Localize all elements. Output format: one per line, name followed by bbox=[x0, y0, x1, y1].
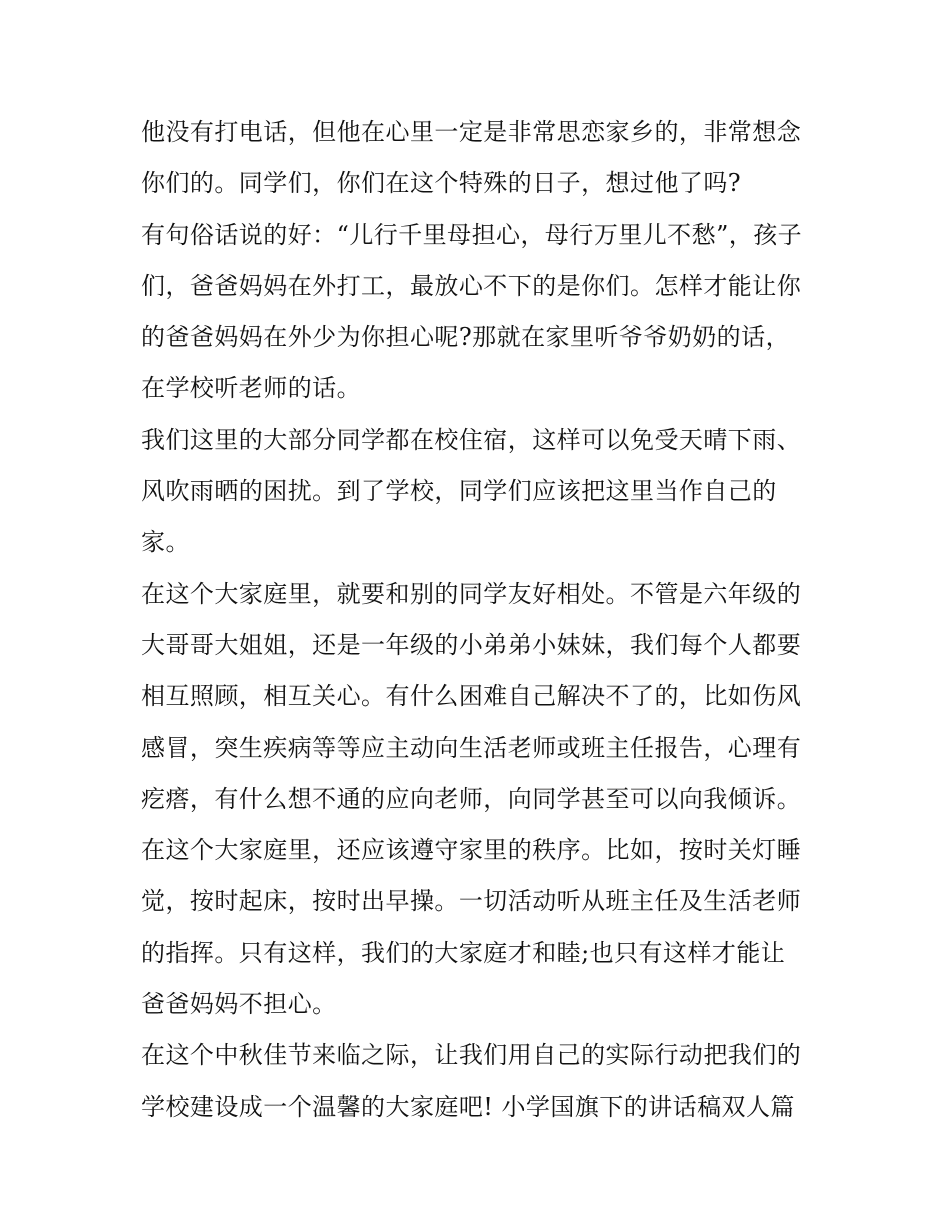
text-line: 家。 bbox=[141, 528, 190, 557]
text-line: 的爸爸妈妈在外少为你担心呢?那就在家里听爷爷奶奶的话， bbox=[141, 323, 791, 352]
text-line: 疙瘩，有什么想不通的应向老师，向同学甚至可以向我倾诉。 bbox=[141, 784, 802, 813]
text-line: 在学校听老师的话。 bbox=[141, 374, 362, 403]
text-line: 他没有打电话，但他在心里一定是非常思恋家乡的，非常想念 bbox=[141, 118, 802, 146]
text-line: 我们这里的大部分同学都在校住宿，这样可以免受天晴下雨、 bbox=[141, 425, 802, 454]
text-line: 学校建设成一个温馨的大家庭吧! 小学国旗下的讲话稿双人篇 bbox=[141, 1092, 795, 1121]
text-line: 在这个大家庭里，就要和别的同学友好相处。不管是六年级的 bbox=[141, 579, 802, 608]
text-line: 风吹雨晒的困扰。到了学校，同学们应该把这里当作自己的 bbox=[141, 477, 777, 506]
text-line: 你们的。同学们，你们在这个特殊的日子，想过他了吗? bbox=[141, 169, 742, 198]
text-line: 在这个大家庭里，还应该遵守家里的秩序。比如，按时关灯睡 bbox=[141, 836, 802, 865]
text-line: 们，爸爸妈妈在外打工，最放心不下的是你们。怎样才能让你 bbox=[141, 271, 802, 300]
document-body bbox=[141, 107, 821, 1133]
text-line: 大哥哥大姐姐，还是一年级的小弟弟小妹妹，我们每个人都要 bbox=[141, 630, 802, 659]
text-line: 觉，按时起床，按时出早操。一切活动听从班主任及生活老师 bbox=[141, 887, 802, 916]
text-line: 爸爸妈妈不担心。 bbox=[141, 990, 337, 1019]
text-line: 在这个中秋佳节来临之际，让我们用自己的实际行动把我们的 bbox=[141, 1041, 802, 1070]
text-line: 的指挥。只有这样，我们的大家庭才和睦;也只有这样才能让 bbox=[141, 938, 786, 967]
text-line: 有句俗话说的好：“儿行千里母担心，母行万里儿不愁”，孩子 bbox=[141, 220, 803, 249]
text-line: 相互照顾，相互关心。有什么困难自己解决不了的，比如伤风 bbox=[141, 682, 802, 711]
text-line: 感冒，突生疾病等等应主动向生活老师或班主任报告，心理有 bbox=[141, 733, 802, 762]
